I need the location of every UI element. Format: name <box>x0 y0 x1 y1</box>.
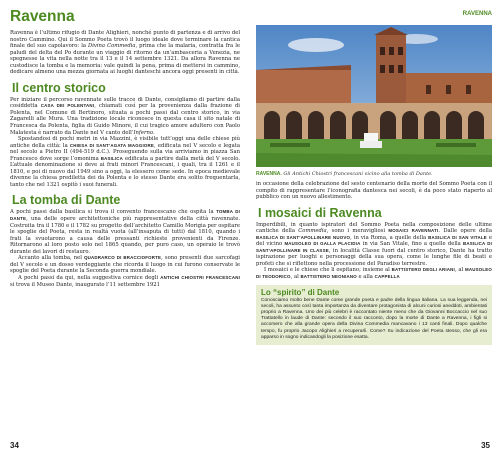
section-heading-centro-storico: Il centro storico <box>12 80 106 95</box>
place-name: MAUSOLEO DI GALLA PLACIDIA <box>284 241 361 247</box>
tomba-paragraph-3 <box>10 275 240 288</box>
text-run: Ravenna è l’ultimo rifugio di Dante Alighieri, nonché punto di partenza e di arrivo del nostro Cammino. Qui il Sommo Poeta trovò il luogo ideale dove terminare la cantica finale del suo capolavoro: la <box>10 30 240 50</box>
text-run: , in via Roma, a quelle della <box>350 234 429 241</box>
text-run: Imperdibili, in quanto ispiratori del Sommo Poeta nella composizione delle ultime cantiche della <box>256 221 492 235</box>
text-run: , sono i meravigliosi <box>326 228 389 235</box>
text-run: edificata a partire dalla metà del V secolo. L’attuale denominazione si deve ai frati minori Francescani, i quali, tra il 1261 e il 1810, e poi di nuovo dal 1949 sino a oggi, la elessero come sede. In epoca medievale divenne la chiesa prediletta dei da Polenta e lo stesso Dante era solito frequentarla, tanto che nel 1321 ospitò i suoi funerali. <box>10 155 240 188</box>
cloister-photo <box>256 25 492 167</box>
text-run: in occasione della celebrazione del sesto centenario della morte del Sommo Poeta con il compito di rappresentare l’iconografia dantesca nei secoli, è da poco stato riaperto al pubblico con un nuovo allestimento. <box>256 181 492 201</box>
box-title: Lo “spirito” di Dante <box>261 287 340 297</box>
text-run: , prima che la malaria, contratta fra le paludi del delta del Po durante un viaggio di ritorno da un’ambasceria a Venezia, ne spegnesse la vita nella notte tra il 13 e il 14 settembre 1321. Da allora Ravenna ne custodisce la tomba e la memoria: vale quindi la pena, prima di mettersi in cammino, dedicare almeno una mezza giornata ai luoghi danteschi ancora oggi presenti in città. <box>10 43 240 76</box>
box-text: Conosciamo molto bene Dante come grande poeta e padre della lingua italiana. La sua leggenda, nei secoli, ha assunto così tanta importanza da diventare protagonista di alcuni curiosi aneddoti, ambientati proprio a Ravenna. Uno dei più celebri è raccontato niente meno che da Giovanni Boccaccio nel suo Trattatello in laude di Dante: secondo il suo racconto, dopo la morte di Dante a Ravenna, i figli si accorsero che alla grande opera della Divina Commedia mancavano i 13 canti finali. Dopo qualche tempo, fu proprio Jacopo Alighieri a recuperarli. Come? Su indicazione del Poeta stesso, che gli era apparso in sogno indicandogli la posizione esatta. <box>261 297 487 340</box>
left-body <box>10 30 240 288</box>
right-page <box>250 0 500 455</box>
caption-label: RAVENNA. <box>256 171 282 177</box>
text-run: , edificata nel V secolo e legata nel secolo a Pietro II (494-519 d.C.). Proseguendo sulla via arriviamo in piazza San Francesco dove sorge l’omonima <box>10 142 240 162</box>
page-title: Ravenna <box>10 8 75 25</box>
intro-paragraph <box>10 30 240 76</box>
text-run: Accanto alla tomba, nel <box>18 255 85 262</box>
place-name: BASILICA DI SANT’APOLLINARE IN CLASSE <box>256 241 492 253</box>
place-name: BATTISTERO DEGLI ARIANI <box>391 267 455 273</box>
italic-run: Inferno <box>133 129 154 136</box>
place-name: ANTICHI CHIOSTRI FRANCESCANI <box>160 274 240 280</box>
centro-paragraph-1 <box>10 97 240 136</box>
place-name: CAPPELLA <box>374 274 400 280</box>
text-run: , chiamati così per la provenienza dalla frazione di Polenta, nel Comune di Bertinoro, situata a pochi passi dal centro storico, in via Zagarelli alle Mura. Una tradizione locale riconosce in questa casa il sito natale di Francesca da Polenta, figlia di Guido Minore, il cui tragico amore adultero con Paolo Malatesta è narrato da Dante nel V canto dell’ <box>10 103 240 136</box>
text-run: Spostandosi di pochi metri in via Mazzini, è visibile tutt’oggi una delle chiese più antiche della città: la <box>10 136 240 149</box>
text-run: , una delle opere architettoniche più rappresentative della città ravennate. Costruita tra il 1780 e il 1782 su progetto dell’architetto Camillo Morigia per ospitare le spoglie del Poeta, resta in realtà vuota (all’insaputa di tutti) dal 1810, quando i frati la svuotarono a causa delle pressanti richieste provenienti da Firenze. Ritornarono al loro posto solo nel 1865 quando, per puro caso, un operaio le trovò durante dei lavori di restauro. <box>10 216 240 255</box>
text-run: in via San Vitale, fino a quelle della <box>360 241 464 248</box>
text-run: . <box>153 129 155 136</box>
mosaici-paragraph-1 <box>256 222 492 268</box>
continuation-paragraph <box>256 181 492 201</box>
photo-caption <box>256 171 492 177</box>
text-run: , al <box>290 274 301 281</box>
right-body <box>256 181 492 345</box>
sidebar-box <box>256 285 492 345</box>
place-name: BASILICA DI SANT’APOLLINARE NUOVO <box>256 234 351 240</box>
text-run: I mosaici e le chiese che li ospitano; insieme al <box>264 267 392 274</box>
running-head: RAVENNA <box>462 11 492 17</box>
place-name: TOMBA DI DANTE <box>10 209 240 222</box>
place-name: MAUSOLEO DI TEODORICO <box>256 267 492 280</box>
place-name: QUADRARCO DI BRACCIOFORTE <box>84 255 162 261</box>
tomba-paragraph-2 <box>10 255 240 275</box>
page-number-left: 34 <box>10 441 19 450</box>
tomba-paragraph-1 <box>10 209 240 255</box>
text-run: A pochi passi dalla basilica si trova il convento francescano che ospita la <box>10 209 217 216</box>
centro-paragraph-2 <box>10 136 240 188</box>
text-run: . Dalle opere della <box>438 228 492 235</box>
text-run: , al <box>454 267 466 274</box>
place-name: BASILICA <box>100 155 124 161</box>
text-run: , sono presenti due sarcofagi del V secolo e un dosso verdeggiante che ricorda il luogo in cui furono conservate le spoglie del Poeta durante la Seconda guerra mondiale. <box>10 255 240 275</box>
text-run: A pochi passi da qui, nella suggestiva cornice degli <box>18 274 161 281</box>
place-name: CHIESA DI SANT’AGATA MAGGIORE <box>69 142 155 148</box>
italic-run: Divina Commedia <box>88 43 136 50</box>
text-run: e alla <box>356 274 375 281</box>
text-run: , in località Classe fuori dal centro storico, Dante ha tratto ispirazione per luoghi e personaggi della sua opera, come le lunghe file di beati e profeti che si riflettono nella processione del Paradiso terrestre. <box>256 247 492 267</box>
section-heading-mosaici: I mosaici di Ravenna <box>258 205 382 220</box>
place-name: MOSAICI RAVENNATI <box>388 228 439 234</box>
place-name: BASILICA DI SAN VITALE <box>428 234 487 240</box>
caption-text: Gli Antichi Chiostri francescani vicino alla tomba di Dante. <box>283 171 433 177</box>
cloister-illustration <box>256 25 492 167</box>
section-heading-tomba: La tomba di Dante <box>12 193 121 208</box>
text-run: si trova il Museo Dante, inaugurato l’11 settembre 1921 <box>10 281 160 288</box>
place-name: BATTISTERO NEONIANO <box>300 274 357 280</box>
italic-run: Commedia <box>298 228 327 235</box>
page-number-right: 35 <box>481 441 490 450</box>
text-run: e del vicino <box>256 234 492 248</box>
text-run: Per iniziare il percorso ravennate sulle tracce di Dante, consigliamo di partire dalla cosiddetta <box>10 96 240 110</box>
mosaici-paragraph-2 <box>256 267 492 280</box>
place-name: CASA DEI POLENTANI <box>40 103 95 109</box>
